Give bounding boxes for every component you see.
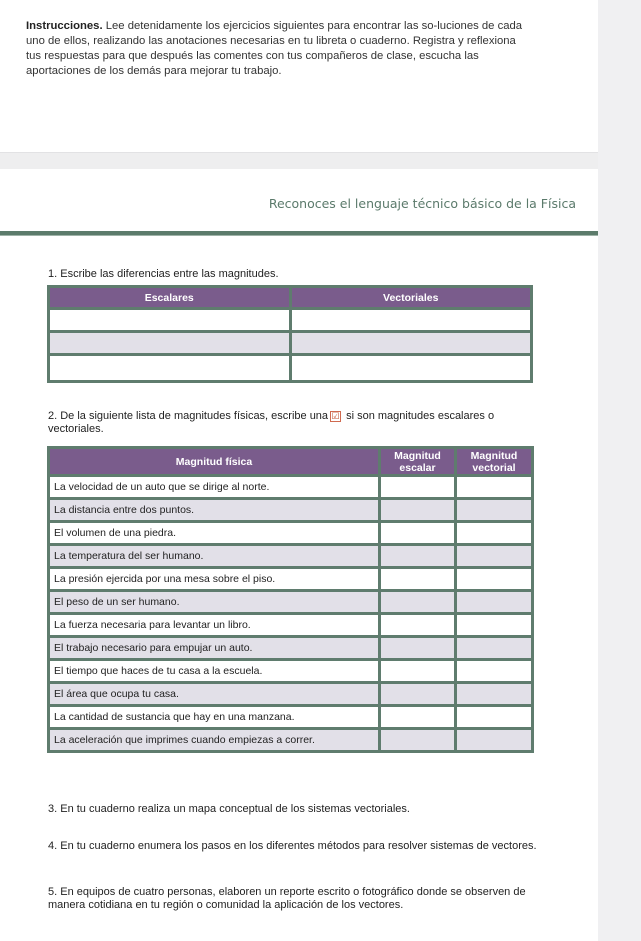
page-separator <box>0 152 598 169</box>
differences-table <box>47 285 533 383</box>
magnitude-label: El volumen de una piedra. <box>49 522 380 545</box>
escalar-cell[interactable] <box>380 522 456 545</box>
right-margin <box>598 0 641 941</box>
header-escalar: Magnitud escalar <box>380 448 456 476</box>
vectorial-cell[interactable] <box>456 568 533 591</box>
instructions-text: Lee detenidamente los ejercicios siguientes para encontrar las so-luciones de cada uno de ellos, realizando las anotaciones necesarias en tu libreta o cuaderno. Registra y reflexiona tus respuestas para que después las comentes con tus compañeros de clase, escucha las aportaciones de los demás para mejorar tu trabajo. <box>26 20 523 78</box>
table-row <box>49 545 533 568</box>
section-title: Reconoces el lenguaje técnico básico de la Física <box>268 196 576 211</box>
magnitude-label: El trabajo necesario para empujar un auto. <box>49 637 380 660</box>
magnitude-label: La velocidad de un auto que se dirige al norte. <box>49 476 380 499</box>
escalar-cell[interactable] <box>380 591 456 614</box>
question-2-text-after: si son magnitudes escalares o vectoriales. <box>48 410 495 435</box>
vectorial-cell[interactable] <box>456 545 533 568</box>
vectorial-cell[interactable] <box>456 637 533 660</box>
escalar-cell[interactable] <box>380 614 456 637</box>
vectorial-cell[interactable] <box>456 591 533 614</box>
header-magnitud-fisica: Magnitud física <box>49 448 380 476</box>
vectorial-cell[interactable] <box>456 683 533 706</box>
escalar-cell[interactable] <box>380 683 456 706</box>
question-2-text: 2. De la siguiente lista de magnitudes físicas, escribe una <box>48 410 329 422</box>
vectorial-cell[interactable] <box>456 499 533 522</box>
vectorial-cell[interactable] <box>456 614 533 637</box>
answer-cell[interactable] <box>290 355 532 382</box>
header-vectorial: Magnitud vectorial <box>456 448 533 476</box>
escalar-cell[interactable] <box>380 545 456 568</box>
vectorial-cell[interactable] <box>456 660 533 683</box>
question-4: 4. En tu cuaderno enumera los pasos en los diferentes métodos para resolver sistemas de vectores. <box>48 840 537 852</box>
escalar-cell[interactable] <box>380 660 456 683</box>
table-row <box>49 476 533 499</box>
instructions-label: Instrucciones. <box>26 20 103 33</box>
magnitude-label: La fuerza necesaria para levantar un libro. <box>49 614 380 637</box>
table-row <box>49 729 533 752</box>
magnitude-label: El área que ocupa tu casa. <box>49 683 380 706</box>
answer-cell[interactable] <box>49 309 291 332</box>
table-row <box>49 683 533 706</box>
table-row <box>49 660 533 683</box>
magnitude-label: El tiempo que haces de tu casa a la escuela. <box>49 660 380 683</box>
vectorial-cell[interactable] <box>456 729 533 752</box>
checkbox-icon: ☑ <box>331 410 340 421</box>
section-rule <box>0 231 598 236</box>
vectorial-cell[interactable] <box>456 706 533 729</box>
answer-cell[interactable] <box>49 332 291 355</box>
table-row <box>49 499 533 522</box>
instructions <box>26 19 526 79</box>
answer-cell[interactable] <box>290 332 532 355</box>
magnitude-label: La aceleración que imprimes cuando empiezas a correr. <box>49 729 380 752</box>
table-row <box>49 522 533 545</box>
table-row <box>49 591 533 614</box>
question-1: 1. Escribe las diferencias entre las magnitudes. <box>48 268 279 280</box>
table-row <box>49 614 533 637</box>
question-2 <box>48 410 538 436</box>
escalar-cell[interactable] <box>380 729 456 752</box>
header-escalares: Escalares <box>49 287 291 309</box>
table-row <box>49 637 533 660</box>
table-row <box>49 568 533 591</box>
magnitude-label: El peso de un ser humano. <box>49 591 380 614</box>
escalar-cell[interactable] <box>380 568 456 591</box>
escalar-cell[interactable] <box>380 637 456 660</box>
escalar-cell[interactable] <box>380 706 456 729</box>
magnitude-label: La presión ejercida por una mesa sobre el piso. <box>49 568 380 591</box>
table-row <box>49 706 533 729</box>
vectorial-cell[interactable] <box>456 522 533 545</box>
magnitudes-table <box>47 446 534 753</box>
question-3: 3. En tu cuaderno realiza un mapa conceptual de los sistemas vectoriales. <box>48 803 410 815</box>
answer-cell[interactable] <box>290 309 532 332</box>
magnitude-label: La cantidad de sustancia que hay en una manzana. <box>49 706 380 729</box>
answer-cell[interactable] <box>49 355 291 382</box>
escalar-cell[interactable] <box>380 499 456 522</box>
magnitude-label: La distancia entre dos puntos. <box>49 499 380 522</box>
vectorial-cell[interactable] <box>456 476 533 499</box>
question-5: 5. En equipos de cuatro personas, elaboren un reporte escrito o fotográfico donde se observen de manera cotidiana en tu región o comunidad la aplicación de los vectores. <box>48 886 526 911</box>
escalar-cell[interactable] <box>380 476 456 499</box>
header-vectoriales: Vectoriales <box>290 287 532 309</box>
magnitude-label: La temperatura del ser humano. <box>49 545 380 568</box>
